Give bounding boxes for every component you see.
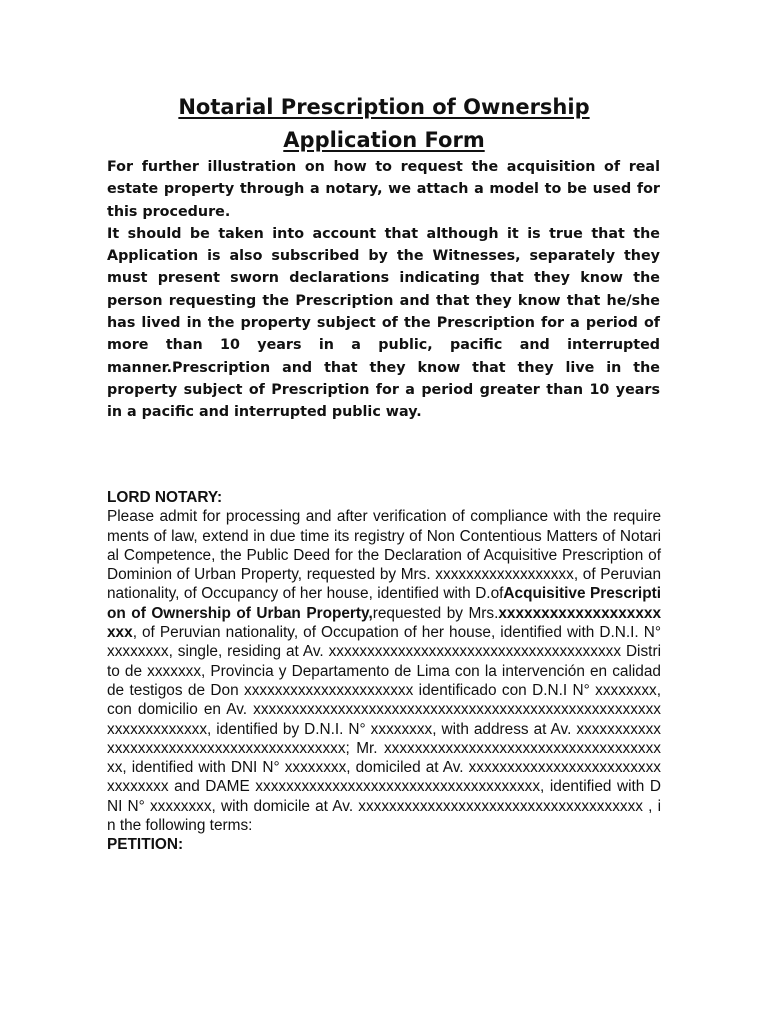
petition-heading: PETITION:: [107, 836, 184, 854]
letter-text-1: Please admit for processing and after verification of compliance with the requirements of law, extend in due time its registry of Non Contentious Matters of Notarial Competence, the Public Deed for the Declaration of Acquisitive Prescription of Dominion of Urban Property, requested by Mrs. xxxxxxxxxxxxxxxxxx, of Peruvian nationality, of Occupancy of her house, identified with D.of: [107, 508, 661, 603]
document-title-line-1: Notarial Prescription of Ownership: [178, 95, 590, 119]
letter-bold-title: Acquisitive Prescription of Ownership of Urban Property,: [107, 585, 661, 622]
intro-section: [107, 156, 660, 424]
letter-body: [107, 488, 661, 855]
letter-bold-name: xxxxxxxxxxxxxxxxxxxxxx: [107, 604, 662, 642]
letter-text-3: , of Peruvian nationality, of Occupation of her house, identified with D.N.I. N° xxxxxxxx, single, residing at Av. xxxxxxxxxxxxxxxxxxxxxxxxxxxxxxxxxxxxxx Distrito de xxxxxxx, Provincia y Departamento de Lima con la intervención en calidad de testigos de Don xxxxxxxxxxxxxxxxxxxxxx identificado con D.N.I N° xxxxxxxx, con domicilio en Av. xxxxxxxxxxxxxxxxxxxxxxxxxxxxxxxxxxxxxxxxxxxxxxxxxxxxxxxxxxxxxxxxxx, identified by D.N.I. N° xxxxxxxx, with address at Av. xxxxxxxxxxxxxxxxxxxxxxxxxxxxxxxxxxxxxxxxxx; Mr. xxxxxxxxxxxxxxxxxxxxxxxxxxxxxxxxxxxxxx, identified with DNI N° xxxxxxxx, domiciled at Av. xxxxxxxxxxxxxxxxxxxxxxxxxxxxxxxxx and DAME xxxxxxxxxxxxxxxxxxxxxxxxxxxxxxxxxxxxx, identified with DNI N° xxxxxxxx, with domicile at Av. xxxxxxxxxxxxxxxxxxxxxxxxxxxxxxxxxxxxx , in the following terms:: [107, 624, 661, 835]
document-title-line-2: Application Form: [283, 128, 485, 152]
letter-paragraph: [107, 507, 661, 835]
salutation-heading: LORD NOTARY:: [107, 489, 223, 506]
intro-paragraph-2: It should be taken into account that although it is true that the Application is also subscribed by the Witnesses, separately they must present sworn declarations indicating that they know the person requesting the Prescription and that they know that he/she has lived in the property subject of the Prescription for a period of more than 10 years in a public, pacific and interrupted manner.Prescription and that they know that they live in the property subject of Prescription for a period greater than 10 years in a pacific and interrupted public way.: [107, 225, 660, 421]
intro-paragraph-1: For further illustration on how to request the acquisition of real estate property through a notary, we attach a model to be used for this procedure.: [107, 159, 660, 220]
letter-text-2: requested by Mrs.: [372, 604, 499, 622]
